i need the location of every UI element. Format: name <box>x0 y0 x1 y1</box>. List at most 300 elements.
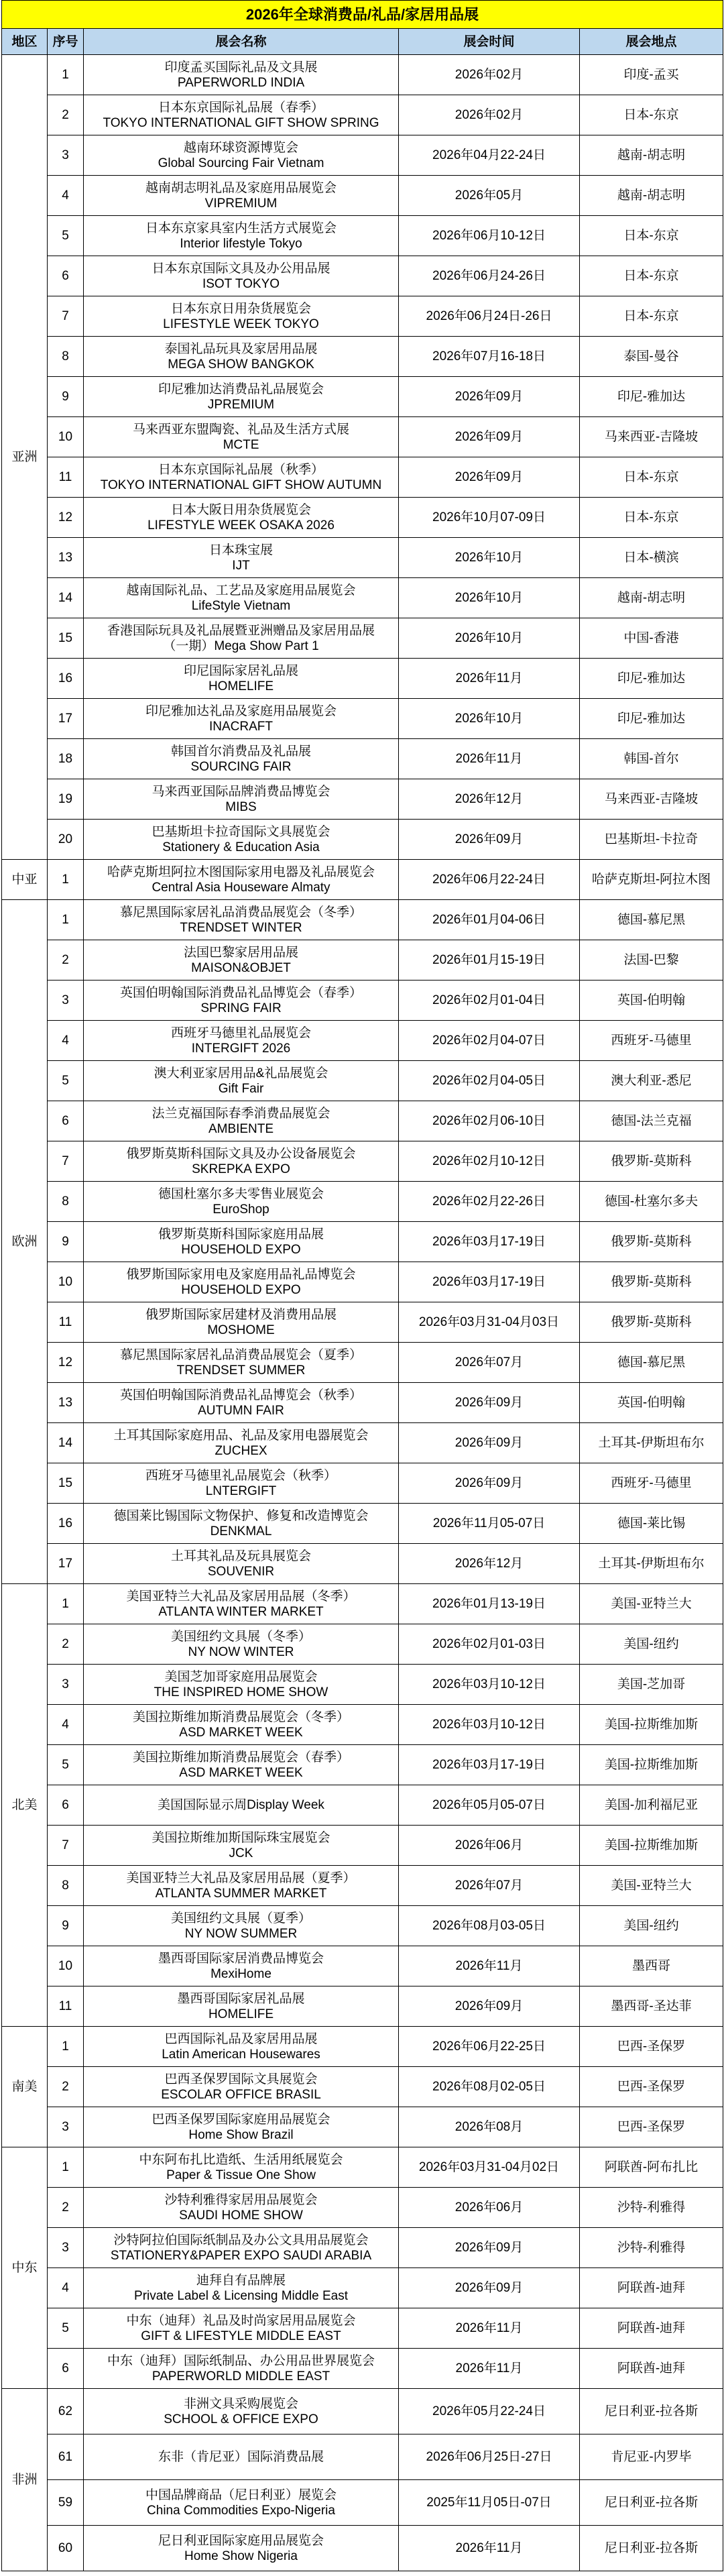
exhibition-name-cell <box>84 498 399 538</box>
table-row <box>2 1785 723 1826</box>
table-row <box>2 498 723 538</box>
serial-number-cell: 4 <box>48 176 84 216</box>
serial-number-cell: 6 <box>48 1785 84 1826</box>
serial-number-cell: 14 <box>48 1423 84 1463</box>
exhibition-name-line: 日本东京日用杂货展览会 <box>170 301 311 316</box>
serial-number-cell: 1 <box>48 900 84 940</box>
exhibition-name-line: MOSHOME <box>207 1323 275 1337</box>
exhibition-name-line: 日本东京国际礼品展（春季） <box>158 100 324 115</box>
exhibition-name-cell <box>84 2147 399 2188</box>
exhibition-time-cell: 2026年11月 <box>399 2526 580 2571</box>
exhibition-name-line: 巴西国际礼品及家居用品展 <box>164 2031 318 2046</box>
exhibition-name-line: 日本东京家具室内生活方式展览会 <box>145 221 337 235</box>
exhibition-name-cell <box>84 860 399 900</box>
exhibition-name-line: SOURCING FAIR <box>190 759 292 774</box>
serial-number-cell: 62 <box>48 2389 84 2434</box>
table-row <box>2 1504 723 1544</box>
exhibition-name-cell <box>84 2107 399 2147</box>
exhibition-time-cell: 2026年09月 <box>399 2268 580 2308</box>
exhibition-name-cell <box>84 659 399 699</box>
exhibition-name-cell <box>84 2349 399 2389</box>
exhibition-place-cell: 马来西亚-吉隆坡 <box>580 417 723 457</box>
exhibition-name-line: 美国亚特兰大礼品及家居用品展（冬季） <box>126 1589 356 1604</box>
serial-number-cell: 61 <box>48 2434 84 2480</box>
exhibition-place-cell: 阿联酋-阿布扎比 <box>580 2147 723 2188</box>
exhibition-name-cell <box>84 779 399 820</box>
header-row <box>2 29 723 55</box>
exhibition-name-line: INTERGIFT 2026 <box>191 1041 291 1056</box>
exhibition-time-cell: 2026年06月24日-26日 <box>399 296 580 337</box>
title-row <box>2 1 723 29</box>
exhibition-time-cell: 2026年10月07-09日 <box>399 498 580 538</box>
table-row <box>2 377 723 417</box>
exhibition-name-cell <box>84 2067 399 2107</box>
exhibition-place-cell: 德国-莱比锡 <box>580 1504 723 1544</box>
serial-number-cell: 3 <box>48 1665 84 1705</box>
exhibition-place-cell: 美国-拉斯维加斯 <box>580 1826 723 1866</box>
table-row <box>2 1302 723 1343</box>
exhibition-name-cell <box>84 820 399 860</box>
exhibition-name-line: 俄罗斯莫斯科国际文具及办公设备展览会 <box>126 1146 356 1161</box>
exhibition-name-cell <box>84 1262 399 1302</box>
table-row <box>2 1423 723 1463</box>
exhibition-name-line: 沙特利雅得家居用品展览会 <box>164 2192 318 2207</box>
exhibition-name-line: LIFESTYLE WEEK TOKYO <box>163 317 319 331</box>
exhibition-name-line: 巴基斯坦卡拉奇国际文具展览会 <box>152 824 330 839</box>
exhibition-name-line: 印尼雅加达消费品礼品展览会 <box>158 382 324 396</box>
exhibition-name-line: 美国纽约文具展（夏季） <box>170 1911 311 1925</box>
exhibition-place-cell: 日本-横滨 <box>580 538 723 578</box>
exhibition-name-line: SKREPKA EXPO <box>192 1162 290 1176</box>
table-row <box>2 860 723 900</box>
exhibition-time-cell: 2026年03月17-19日 <box>399 1262 580 1302</box>
exhibition-name-line: 英国伯明翰国际消费品礼品博览会（春季） <box>119 985 362 1000</box>
table-row <box>2 1383 723 1423</box>
exhibition-name-line: ESCOLAR OFFICE BRASIL <box>161 2087 321 2102</box>
exhibition-name-line: 法兰克福国际春季消费品展览会 <box>152 1106 330 1121</box>
exhibition-time-cell: 2026年01月13-19日 <box>399 1584 580 1624</box>
exhibition-name-line: ATLANTA SUMMER MARKET <box>155 1886 327 1901</box>
table-row <box>2 1463 723 1504</box>
region-cell: 北美 <box>2 1584 48 2027</box>
exhibition-name-line: 日本大阪日用杂货展览会 <box>170 502 311 517</box>
exhibition-place-cell: 德国-慕尼黑 <box>580 900 723 940</box>
serial-number-cell: 11 <box>48 1302 84 1343</box>
table-row <box>2 417 723 457</box>
table-head <box>2 1 723 55</box>
serial-number-cell: 2 <box>48 1624 84 1665</box>
exhibition-name-line: 马来西亚东盟陶瓷、礼品及生活方式展 <box>132 422 349 437</box>
exhibition-time-cell: 2026年09月 <box>399 417 580 457</box>
exhibition-place-cell: 巴西-圣保罗 <box>580 2107 723 2147</box>
exhibition-place-cell: 墨西哥-圣达菲 <box>580 1986 723 2027</box>
serial-number-cell: 17 <box>48 699 84 739</box>
exhibition-place-cell: 巴基斯坦-卡拉奇 <box>580 820 723 860</box>
serial-number-cell: 6 <box>48 1101 84 1141</box>
exhibition-place-cell: 西班牙-马德里 <box>580 1463 723 1504</box>
table-row <box>2 55 723 95</box>
exhibition-name-line: 日本东京国际礼品展（秋季） <box>158 462 324 477</box>
exhibition-name-line: 西班牙马德里礼品展览会（秋季） <box>145 1468 337 1483</box>
table-row <box>2 578 723 618</box>
exhibition-time-cell: 2026年03月10-12日 <box>399 1665 580 1705</box>
exhibition-place-cell: 土耳其-伊斯坦布尔 <box>580 1423 723 1463</box>
region-group <box>2 2147 723 2389</box>
exhibition-time-cell: 2026年02月04-05日 <box>399 1061 580 1101</box>
exhibition-name-cell <box>84 2480 399 2526</box>
exhibition-time-cell: 2026年11月 <box>399 659 580 699</box>
table-row <box>2 538 723 578</box>
exhibition-place-cell: 尼日利亚-拉各斯 <box>580 2389 723 2434</box>
exhibition-time-cell: 2026年09月 <box>399 1463 580 1504</box>
exhibition-place-cell: 阿联酋-迪拜 <box>580 2349 723 2389</box>
region-cell: 南美 <box>2 2027 48 2147</box>
exhibition-time-cell: 2026年01月04-06日 <box>399 900 580 940</box>
exhibition-name-cell <box>84 377 399 417</box>
serial-number-cell: 2 <box>48 940 84 981</box>
exhibition-time-cell: 2026年03月17-19日 <box>399 1745 580 1785</box>
exhibition-name-line: 慕尼黑国际家居礼品消费品展览会（夏季） <box>119 1347 362 1362</box>
exhibition-time-cell: 2026年09月 <box>399 1423 580 1463</box>
exhibition-name-line: THE INSPIRED HOME SHOW <box>154 1685 328 1699</box>
exhibition-name-cell <box>84 1705 399 1745</box>
exhibition-name-line: 日本珠宝展 <box>208 543 273 557</box>
serial-number-cell: 17 <box>48 1544 84 1584</box>
exhibition-time-cell: 2026年03月10-12日 <box>399 1705 580 1745</box>
exhibition-name-cell <box>84 2389 399 2434</box>
table-row <box>2 1061 723 1101</box>
table-row <box>2 457 723 498</box>
serial-number-cell: 1 <box>48 860 84 900</box>
exhibition-name-line: 印度孟买国际礼品及文具展 <box>164 60 318 74</box>
serial-number-cell: 18 <box>48 739 84 779</box>
serial-number-cell: 5 <box>48 1061 84 1101</box>
exhibition-name-line: MIBS <box>225 799 257 814</box>
exhibition-name-line: LNTERGIFT <box>205 1483 277 1498</box>
exhibition-name-line: Stationery & Education Asia <box>162 840 320 854</box>
serial-number-cell: 7 <box>48 1826 84 1866</box>
region-group <box>2 1584 723 2027</box>
exhibition-name-line: ISOT TOKYO <box>202 276 280 291</box>
exhibition-place-cell: 英国-伯明翰 <box>580 981 723 1021</box>
exhibition-name-line: 墨西哥国际家居消费品博览会 <box>158 1951 324 1966</box>
exhibition-name-line: 西班牙马德里礼品展览会 <box>170 1025 311 1040</box>
exhibition-name-line: PAPERWORLD INDIA <box>177 75 305 90</box>
exhibition-time-cell: 2026年02月10-12日 <box>399 1141 580 1182</box>
exhibition-place-cell: 法国-巴黎 <box>580 940 723 981</box>
exhibition-time-cell: 2026年10月 <box>399 538 580 578</box>
exhibition-time-cell: 2026年07月 <box>399 1343 580 1383</box>
exhibition-name-line: 美国拉斯维加斯消费品展览会（春季） <box>132 1750 349 1765</box>
exhibition-time-cell: 2026年06月10-12日 <box>399 216 580 256</box>
exhibition-name-line: VIPREMIUM <box>204 196 278 211</box>
exhibition-name-line: 德国莱比锡国际文物保护、修复和改造博览会 <box>113 1508 369 1523</box>
exhibition-time-cell: 2026年06月 <box>399 1826 580 1866</box>
exhibition-name-line: DENKMAL <box>210 1524 272 1538</box>
exhibition-time-cell: 2026年12月 <box>399 1544 580 1584</box>
exhibition-name-line: LifeStyle Vietnam <box>191 598 291 613</box>
serial-number-cell: 7 <box>48 1141 84 1182</box>
exhibition-name-line: Private Label & Licensing Middle East <box>134 2288 348 2303</box>
exhibition-place-cell: 日本-东京 <box>580 95 723 135</box>
exhibition-name-line: 中东（迪拜）礼品及时尚家居用品展览会 <box>126 2313 356 2328</box>
exhibition-time-cell: 2026年05月22-24日 <box>399 2389 580 2434</box>
exhibition-place-cell: 沙特-利雅得 <box>580 2188 723 2228</box>
exhibition-name-line: 东非（肯尼亚）国际消费品展 <box>158 2450 324 2464</box>
exhibition-name-cell <box>84 1463 399 1504</box>
serial-number-cell: 12 <box>48 1343 84 1383</box>
table-row <box>2 1544 723 1584</box>
exhibition-name-line: TOKYO INTERNATIONAL GIFT SHOW SPRING <box>103 115 379 130</box>
exhibition-time-cell: 2026年01月15-19日 <box>399 940 580 981</box>
exhibition-place-cell: 德国-慕尼黑 <box>580 1343 723 1383</box>
region-cell: 亚洲 <box>2 55 48 860</box>
exhibition-name-cell <box>84 1302 399 1343</box>
header-region: 地区 <box>2 29 48 55</box>
exhibition-name-line: 英国伯明翰国际消费品礼品博览会（秋季） <box>119 1388 362 1402</box>
exhibition-place-cell: 日本-东京 <box>580 216 723 256</box>
exhibition-name-line: Central Asia Houseware Almaty <box>152 880 330 895</box>
table-row <box>2 2188 723 2228</box>
exhibition-name-cell <box>84 1624 399 1665</box>
exhibition-place-cell: 墨西哥 <box>580 1946 723 1986</box>
exhibition-place-cell: 澳大利亚-悉尼 <box>580 1061 723 1101</box>
serial-number-cell: 10 <box>48 1262 84 1302</box>
exhibition-name-line: 非洲文具采购展览会 <box>183 2396 298 2411</box>
exhibition-name-line: 越南胡志明礼品及家庭用品展览会 <box>145 180 337 195</box>
exhibition-place-cell: 美国-亚特兰大 <box>580 1866 723 1906</box>
table-row <box>2 1946 723 1986</box>
serial-number-cell: 5 <box>48 2308 84 2349</box>
exhibition-time-cell: 2026年02月01-04日 <box>399 981 580 1021</box>
exhibition-name-cell <box>84 739 399 779</box>
exhibition-name-line: INACRAFT <box>209 719 273 734</box>
exhibition-time-cell: 2026年02月 <box>399 55 580 95</box>
exhibition-name-line: JPREMIUM <box>207 397 275 412</box>
exhibition-name-line: SAUDI HOME SHOW <box>179 2208 303 2223</box>
exhibition-name-line: SOUVENIR <box>207 1564 275 1579</box>
exhibition-name-cell <box>84 1061 399 1101</box>
region-cell: 非洲 <box>2 2389 48 2571</box>
serial-number-cell: 9 <box>48 377 84 417</box>
exhibition-name-line: 美国芝加哥家庭用品展览会 <box>164 1669 318 1684</box>
exhibition-name-line: TOKYO INTERNATIONAL GIFT SHOW AUTUMN <box>100 478 382 492</box>
serial-number-cell: 4 <box>48 1021 84 1061</box>
serial-number-cell: 6 <box>48 256 84 296</box>
exhibition-place-cell: 日本-东京 <box>580 296 723 337</box>
exhibition-name-cell <box>84 296 399 337</box>
table-row <box>2 1101 723 1141</box>
table-row <box>2 779 723 820</box>
serial-number-cell: 12 <box>48 498 84 538</box>
exhibition-name-cell <box>84 1906 399 1946</box>
table-row <box>2 820 723 860</box>
exhibition-time-cell: 2026年06月 <box>399 2188 580 2228</box>
exhibition-place-cell: 美国-纽约 <box>580 1906 723 1946</box>
exhibition-name-line: TRENDSET WINTER <box>180 920 302 935</box>
exhibition-name-cell <box>84 981 399 1021</box>
exhibition-name-cell <box>84 1021 399 1061</box>
exhibition-name-line: NY NOW WINTER <box>188 1644 294 1659</box>
exhibition-time-cell: 2026年06月24-26日 <box>399 256 580 296</box>
exhibition-name-line: MEGA SHOW BANGKOK <box>168 357 314 372</box>
exhibition-place-cell: 印尼-雅加达 <box>580 699 723 739</box>
exhibition-place-cell: 越南-胡志明 <box>580 578 723 618</box>
serial-number-cell: 19 <box>48 779 84 820</box>
table-row <box>2 296 723 337</box>
exhibition-name-line: AUTUMN FAIR <box>198 1403 284 1418</box>
exhibition-name-line: MCTE <box>223 437 259 452</box>
exhibition-place-cell: 俄罗斯-莫斯科 <box>580 1141 723 1182</box>
exhibition-name-cell <box>84 1745 399 1785</box>
exhibition-name-line: 土耳其礼品及玩具展览会 <box>170 1549 311 1563</box>
header-exhibition-name: 展会名称 <box>84 29 399 55</box>
serial-number-cell: 3 <box>48 135 84 176</box>
exhibition-name-line: MAISON&OBJET <box>191 960 291 975</box>
exhibition-name-line: 印尼国际家居礼品展 <box>183 663 298 678</box>
exhibition-name-line: SCHOOL & OFFICE EXPO <box>164 2412 318 2426</box>
exhibition-time-cell: 2026年03月31-04月02日 <box>399 2147 580 2188</box>
exhibition-name-cell <box>84 457 399 498</box>
exhibition-name-cell <box>84 2228 399 2268</box>
exhibition-time-cell: 2026年11月 <box>399 739 580 779</box>
serial-number-cell: 1 <box>48 1584 84 1624</box>
exhibition-place-cell: 马来西亚-吉隆坡 <box>580 779 723 820</box>
exhibition-name-line: 印尼雅加达礼品及家庭用品展览会 <box>145 704 337 718</box>
header-exhibition-time: 展会时间 <box>399 29 580 55</box>
table-row <box>2 1584 723 1624</box>
exhibition-name-line: 越南国际礼品、工艺品及家庭用品展览会 <box>126 583 356 598</box>
exhibition-name-cell <box>84 1866 399 1906</box>
table-row <box>2 2434 723 2480</box>
serial-number-cell: 11 <box>48 457 84 498</box>
serial-number-cell: 10 <box>48 1946 84 1986</box>
exhibition-name-line: 日本东京国际文具及办公用品展 <box>152 261 330 276</box>
exhibition-name-line: Gift Fair <box>218 1081 264 1096</box>
exhibition-name-line: 中东（迪拜）国际纸制品、办公用品世界展览会 <box>107 2353 375 2368</box>
exhibition-name-line: PAPERWORLD MIDDLE EAST <box>152 2369 330 2384</box>
table-row <box>2 2268 723 2308</box>
exhibition-place-cell: 美国-拉斯维加斯 <box>580 1745 723 1785</box>
exhibition-name-cell <box>84 1785 399 1826</box>
serial-number-cell: 2 <box>48 2067 84 2107</box>
table-row <box>2 1343 723 1383</box>
exhibition-time-cell: 2026年03月31-04月03日 <box>399 1302 580 1343</box>
header-exhibition-place: 展会地点 <box>580 29 723 55</box>
exhibition-place-cell: 日本-东京 <box>580 457 723 498</box>
exhibition-place-cell: 德国-杜塞尔多夫 <box>580 1182 723 1222</box>
serial-number-cell: 7 <box>48 296 84 337</box>
exhibition-name-line: 德国杜塞尔多夫零售业展览会 <box>158 1186 324 1201</box>
serial-number-cell: 5 <box>48 216 84 256</box>
serial-number-cell: 9 <box>48 1222 84 1262</box>
exhibition-name-line: Home Show Nigeria <box>184 2549 298 2563</box>
exhibition-time-cell: 2026年10月 <box>399 578 580 618</box>
exhibition-name-line: 美国纽约文具展（冬季） <box>170 1629 311 1644</box>
exhibition-name-line: STATIONERY&PAPER EXPO SAUDI ARABIA <box>110 2248 372 2263</box>
exhibition-place-cell: 西班牙-马德里 <box>580 1021 723 1061</box>
exhibition-time-cell: 2026年04月22-24日 <box>399 135 580 176</box>
exhibition-name-line: HOMELIFE <box>208 679 274 693</box>
exhibition-name-line: 马来西亚国际品牌消费品博览会 <box>152 784 330 799</box>
serial-number-cell: 15 <box>48 1463 84 1504</box>
table-row <box>2 2526 723 2571</box>
exhibition-name-cell <box>84 1423 399 1463</box>
exhibition-name-line: 俄罗斯莫斯科国际家庭用品展 <box>158 1227 324 1241</box>
exhibition-place-cell: 沙特-利雅得 <box>580 2228 723 2268</box>
table-row <box>2 2147 723 2188</box>
exhibition-time-cell: 2026年08月03-05日 <box>399 1906 580 1946</box>
exhibition-place-cell: 印度-孟买 <box>580 55 723 95</box>
table-row <box>2 2349 723 2389</box>
exhibition-name-line: 巴西圣保罗国际家庭用品展览会 <box>152 2112 330 2127</box>
region-group <box>2 2389 723 2571</box>
table-row <box>2 1745 723 1785</box>
table-row <box>2 1866 723 1906</box>
region-cell: 中东 <box>2 2147 48 2389</box>
table-row <box>2 1021 723 1061</box>
exhibition-name-line: HOMELIFE <box>208 2007 274 2021</box>
table-row <box>2 1182 723 1222</box>
exhibition-name-line: MexiHome <box>210 1966 272 1981</box>
serial-number-cell: 13 <box>48 538 84 578</box>
region-group <box>2 860 723 900</box>
table-row <box>2 940 723 981</box>
exhibition-name-cell <box>84 699 399 739</box>
exhibition-name-cell <box>84 1222 399 1262</box>
exhibition-name-line: LIFESTYLE WEEK OSAKA 2026 <box>147 518 335 533</box>
exhibition-place-cell: 韩国-首尔 <box>580 739 723 779</box>
table-row <box>2 95 723 135</box>
exhibition-name-cell <box>84 2308 399 2349</box>
exhibition-name-cell <box>84 1946 399 1986</box>
exhibition-name-line: 沙特阿拉伯国际纸制品及办公文具用品展览会 <box>113 2233 369 2247</box>
serial-number-cell: 11 <box>48 1986 84 2027</box>
table-row <box>2 659 723 699</box>
serial-number-cell: 4 <box>48 1705 84 1745</box>
serial-number-cell: 59 <box>48 2480 84 2526</box>
exhibition-time-cell: 2026年07月 <box>399 1866 580 1906</box>
exhibition-time-cell: 2026年02月01-03日 <box>399 1624 580 1665</box>
exhibition-time-cell: 2026年06月22-24日 <box>399 860 580 900</box>
exhibition-time-cell: 2026年02月 <box>399 95 580 135</box>
serial-number-cell: 3 <box>48 2228 84 2268</box>
exhibition-place-cell: 日本-东京 <box>580 498 723 538</box>
exhibition-name-line: ASD MARKET WEEK <box>179 1765 303 1780</box>
serial-number-cell: 16 <box>48 659 84 699</box>
exhibition-name-cell <box>84 1665 399 1705</box>
exhibition-name-cell <box>84 538 399 578</box>
exhibition-name-cell <box>84 2268 399 2308</box>
exhibition-time-cell: 2026年11月05-07日 <box>399 1504 580 1544</box>
table-row <box>2 1906 723 1946</box>
serial-number-cell: 13 <box>48 1383 84 1423</box>
exhibition-name-cell <box>84 55 399 95</box>
exhibition-name-line: 法国巴黎家居用品展 <box>183 945 298 960</box>
table-row <box>2 2228 723 2268</box>
exhibition-name-cell <box>84 2434 399 2480</box>
exhibition-name-line: SPRING FAIR <box>200 1001 282 1015</box>
exhibition-name-line: 泰国礼品玩具及家居用品展 <box>164 341 318 356</box>
exhibition-time-cell: 2026年08月02-05日 <box>399 2067 580 2107</box>
serial-number-cell: 15 <box>48 618 84 659</box>
exhibition-time-cell: 2026年11月 <box>399 2308 580 2349</box>
exhibition-place-cell: 肯尼亚-内罗毕 <box>580 2434 723 2480</box>
exhibition-place-cell: 德国-法兰克福 <box>580 1101 723 1141</box>
exhibition-name-line: 迪拜自有品牌展 <box>196 2273 286 2288</box>
serial-number-cell: 1 <box>48 2147 84 2188</box>
serial-number-cell: 2 <box>48 95 84 135</box>
